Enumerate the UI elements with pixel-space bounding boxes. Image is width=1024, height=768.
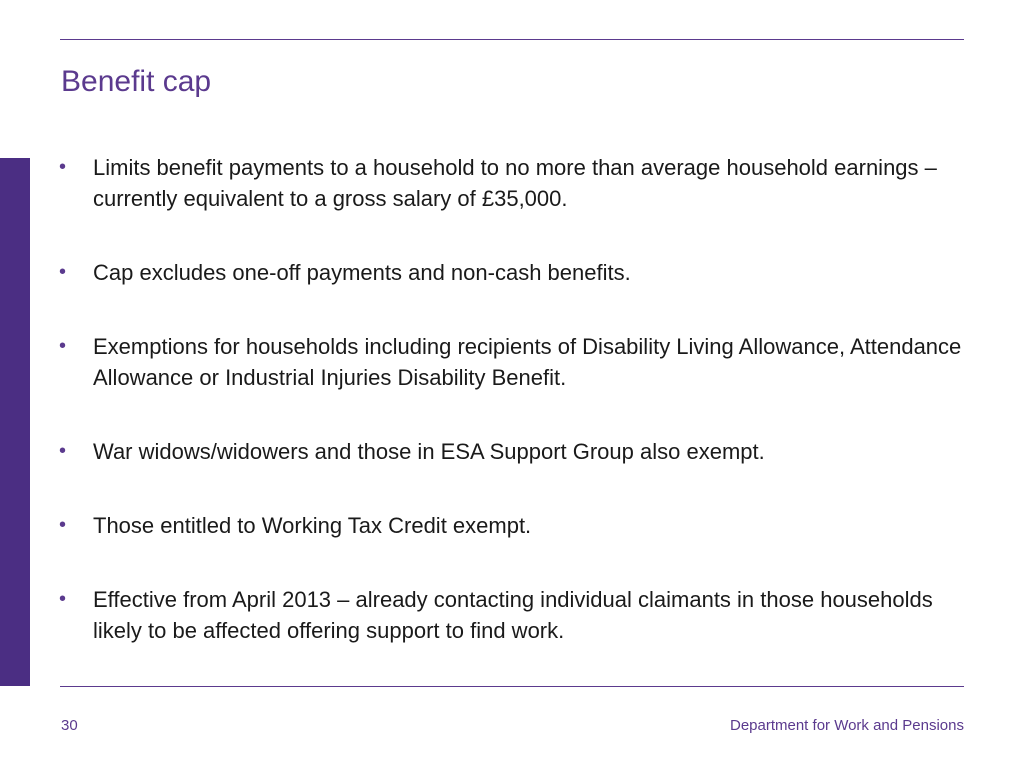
bullet-text: Those entitled to Working Tax Credit exempt. xyxy=(93,513,532,538)
bullet-item xyxy=(59,584,964,646)
bullet-list xyxy=(59,152,964,646)
footer-organization: Department for Work and Pensions xyxy=(729,717,964,734)
bullet-text: Cap excludes one-off payments and non-cash benefits. xyxy=(93,260,631,285)
bullet-marker: • xyxy=(59,588,67,610)
bullet-item xyxy=(59,510,964,541)
bullet-item xyxy=(59,257,964,288)
page-number: 30 xyxy=(61,717,78,734)
bullet-marker: • xyxy=(59,335,67,357)
bullet-text: Limits benefit payments to a household to no more than average household earnings – currently equivalent to a gross salary of £35,000. xyxy=(93,155,937,211)
top-divider xyxy=(60,39,964,40)
side-accent-bar xyxy=(0,158,30,686)
slide-title: Benefit cap xyxy=(61,65,212,98)
bullet-text: War widows/widowers and those in ESA Support Group also exempt. xyxy=(93,439,765,464)
bullet-marker: • xyxy=(59,261,67,283)
bullet-text: Exemptions for households including recipients of Disability Living Allowance, Attendance Allowance or Industrial Injuries Disability Benefit. xyxy=(93,334,962,390)
bullet-marker: • xyxy=(59,514,67,536)
bullet-marker: • xyxy=(59,440,67,462)
bullet-item xyxy=(59,436,964,467)
bullet-item xyxy=(59,152,964,214)
bullet-text: Effective from April 2013 – already contacting individual claimants in those households likely to be affected offering support to find work. xyxy=(93,587,933,643)
bullet-item xyxy=(59,331,964,393)
bottom-divider xyxy=(60,686,964,687)
bullet-marker: • xyxy=(59,156,67,178)
